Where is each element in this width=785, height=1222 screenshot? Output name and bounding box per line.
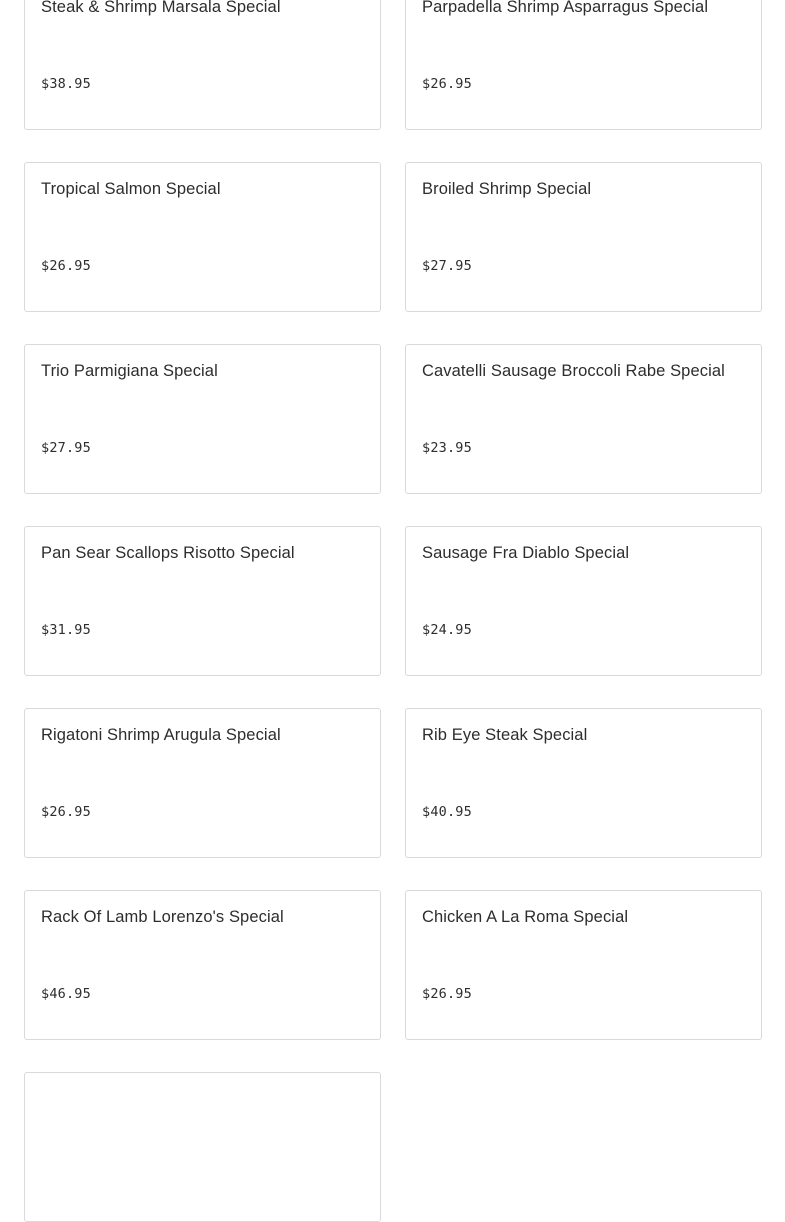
menu-item-price: $24.95 [422, 622, 472, 638]
menu-item-card[interactable] [24, 344, 381, 494]
menu-item-card[interactable] [405, 0, 762, 130]
menu-item-name: Chicken A La Roma Special [422, 908, 629, 926]
menu-item-price: $40.95 [422, 804, 472, 820]
menu-item-price: $46.95 [41, 986, 91, 1002]
menu-item-card[interactable] [24, 162, 381, 312]
menu-item-price: $26.95 [422, 986, 472, 1002]
menu-item-price: $31.95 [41, 622, 91, 638]
menu-item-price: $23.95 [422, 440, 472, 456]
menu-item-price: $27.95 [422, 258, 472, 274]
menu-item-card[interactable] [24, 526, 381, 676]
menu-item-card[interactable] [24, 1072, 381, 1222]
menu-item-name: Trio Parmigiana Special [41, 362, 218, 380]
menu-item-price: $26.95 [41, 258, 91, 274]
menu-item-name: Steak & Shrimp Marsala Special [41, 0, 281, 16]
menu-item-name: Tropical Salmon Special [41, 180, 221, 198]
menu-item-card[interactable] [405, 890, 762, 1040]
menu-item-name: Rack Of Lamb Lorenzo's Special [41, 908, 284, 926]
menu-item-card[interactable] [24, 708, 381, 858]
menu-item-card[interactable] [405, 344, 762, 494]
menu-item-card[interactable] [24, 890, 381, 1040]
menu-item-name: Parpadella Shrimp Asparragus Special [422, 0, 709, 16]
menu-item-name: Rigatoni Shrimp Arugula Special [41, 726, 281, 744]
menu-item-card[interactable] [405, 708, 762, 858]
menu-item-price: $26.95 [41, 804, 91, 820]
menu-item-price: $38.95 [41, 76, 91, 92]
menu-item-name: Rib Eye Steak Special [422, 726, 588, 744]
menu-item-name: Sausage Fra Diablo Special [422, 544, 630, 562]
menu-item-card[interactable] [24, 0, 381, 130]
menu-item-name: Broiled Shrimp Special [422, 180, 592, 198]
menu-item-name: Cavatelli Sausage Broccoli Rabe Special [422, 362, 725, 380]
menu-item-name: Pan Sear Scallops Risotto Special [41, 544, 295, 562]
menu-item-price: $26.95 [422, 76, 472, 92]
menu-item-card[interactable] [405, 162, 762, 312]
menu-item-card[interactable] [405, 526, 762, 676]
menu-item-price: $27.95 [41, 440, 91, 456]
